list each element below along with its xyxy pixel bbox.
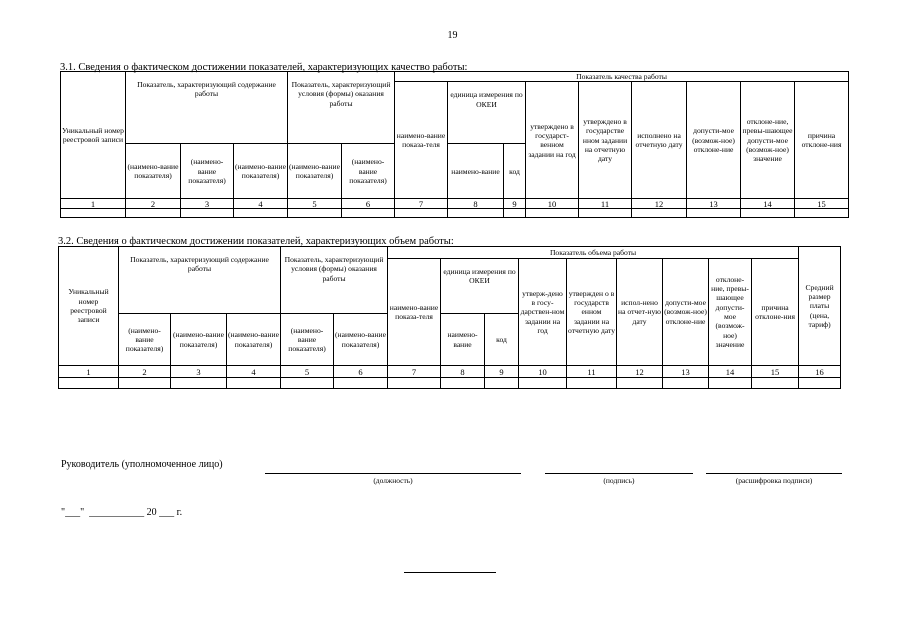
- position-caption: (должность): [373, 476, 413, 485]
- registry-number-header: Уникальный номер реестровой записи: [61, 72, 126, 199]
- date-line: "___" ___________ 20 ___ г.: [61, 507, 183, 518]
- deviation-exceeding-header: отклоне-ние, превы-шающее допусти-мое (возмож-ное) значение: [709, 259, 752, 366]
- column-number-row: [61, 199, 849, 209]
- column-number: 10: [519, 366, 567, 378]
- column-number: 12: [632, 199, 687, 209]
- signature-caption: (подпись): [603, 476, 635, 485]
- column-number: 9: [485, 366, 519, 378]
- volume-indicator-group-header: Показатель объема работы: [388, 247, 799, 259]
- sub-name-header: (наимено-вание показателя): [334, 314, 388, 366]
- column-number: 15: [752, 366, 799, 378]
- section-3-1-heading: 3.1. Сведения о фактическом достижении показателей, характеризующих качество работы:: [60, 62, 468, 73]
- approved-year-header: утверждено в государст-венном задании на год: [526, 82, 579, 199]
- section-3-2-heading: 3.2. Сведения о фактическом достижении показателей, характеризующих объем работы:: [58, 236, 454, 247]
- footer-rule: [404, 572, 496, 573]
- sub-name-header: (наимено-вание показателя): [171, 314, 227, 366]
- unit-code-header: код: [485, 314, 519, 366]
- unit-okei-header: единица измерения по ОКЕИ: [448, 82, 526, 144]
- column-number: 4: [234, 199, 288, 209]
- decode-caption: (расшифровка подписи): [735, 476, 813, 485]
- quality-indicators-table: [60, 71, 849, 218]
- column-number: 14: [709, 366, 752, 378]
- column-number: 13: [687, 199, 741, 209]
- column-number: 4: [227, 366, 281, 378]
- deviation-reason-header: причина отклоне-ния: [752, 259, 799, 366]
- column-number: 14: [741, 199, 795, 209]
- column-number: 2: [119, 366, 171, 378]
- column-number: 2: [126, 199, 181, 209]
- deviation-reason-header: причина отклоне-ния: [795, 82, 849, 199]
- condition-indicator-header: Показатель, характеризующий условия (формы) оказания работы: [288, 72, 395, 144]
- column-number: 1: [59, 366, 119, 378]
- quality-indicator-group-header: Показатель качества работы: [395, 72, 849, 82]
- indicator-name-header: наимено-вание показа-теля: [388, 259, 441, 366]
- column-number: 1: [61, 199, 126, 209]
- sub-name-header: (наимено-вание показателя): [342, 144, 395, 199]
- content-indicator-header: Показатель, характеризующий содержание работы: [126, 72, 288, 144]
- column-number: 11: [567, 366, 617, 378]
- unit-name-header: наимено-вание: [441, 314, 485, 366]
- registry-number-header: Уникальный номер реестровой записи: [59, 247, 119, 366]
- unit-code-header: код: [504, 144, 526, 199]
- column-number: 9: [504, 199, 526, 209]
- column-number: 8: [441, 366, 485, 378]
- sub-name-header: (наимено-вание показателя): [181, 144, 234, 199]
- condition-indicator-header: Показатель, характеризующий условия (формы) оказания работы: [281, 247, 388, 314]
- executed-header: исполнено на отчетную дату: [632, 82, 687, 199]
- approved-year-header: утверж-дено в госу-дарствен-ном задании на год: [519, 259, 567, 366]
- column-number: 8: [448, 199, 504, 209]
- decode-line: [706, 473, 842, 474]
- volume-indicators-table: [58, 246, 841, 389]
- indicator-name-header: наимено-вание показа-теля: [395, 82, 448, 199]
- column-number: 5: [281, 366, 334, 378]
- avg-fee-header: Средний размер платы (цена, тариф): [799, 247, 841, 366]
- position-line: [265, 473, 521, 474]
- sub-name-header: (наимено-вание показателя): [281, 314, 334, 366]
- deviation-exceeding-header: отклоне-ние, превы-шающее допусти-мое (возмож-ное) значение: [741, 82, 795, 199]
- unit-name-header: наимено-вание: [448, 144, 504, 199]
- column-number: 6: [342, 199, 395, 209]
- sub-name-header: (наимено-вание показателя): [234, 144, 288, 199]
- column-number: 5: [288, 199, 342, 209]
- unit-okei-header: единица измерения по ОКЕИ: [441, 259, 519, 314]
- column-number: 3: [171, 366, 227, 378]
- column-number: 10: [526, 199, 579, 209]
- column-number: 11: [579, 199, 632, 209]
- column-number: 7: [388, 366, 441, 378]
- approved-date-header: утвержден о в государств енном задании на отчетную дату: [567, 259, 617, 366]
- column-number: 15: [795, 199, 849, 209]
- column-number-row: [59, 366, 841, 378]
- column-number: 16: [799, 366, 841, 378]
- column-number: 12: [617, 366, 663, 378]
- sub-name-header: (наимено-вание показателя): [227, 314, 281, 366]
- empty-data-row: [61, 209, 849, 218]
- sub-name-header: (наимено-вание показателя): [119, 314, 171, 366]
- allowed-deviation-header: допусти-мое (возмож-ное) отклоне-ние: [687, 82, 741, 199]
- column-number: 3: [181, 199, 234, 209]
- page-number: 19: [447, 30, 458, 41]
- sub-name-header: (наимено-вание показателя): [288, 144, 342, 199]
- signature-line: [545, 473, 693, 474]
- content-indicator-header: Показатель, характеризующий содержание работы: [119, 247, 281, 314]
- approved-date-header: утверждено в государстве нном задании на отчетную дату: [579, 82, 632, 199]
- signature-label: Руководитель (уполномоченное лицо): [61, 459, 223, 470]
- empty-data-row: [59, 378, 841, 389]
- allowed-deviation-header: допусти-мое (возмож-ное) отклоне-ние: [663, 259, 709, 366]
- column-number: 6: [334, 366, 388, 378]
- executed-header: испол-нено на отчет-ную дату: [617, 259, 663, 366]
- sub-name-header: (наимено-вание показателя): [126, 144, 181, 199]
- column-number: 13: [663, 366, 709, 378]
- column-number: 7: [395, 199, 448, 209]
